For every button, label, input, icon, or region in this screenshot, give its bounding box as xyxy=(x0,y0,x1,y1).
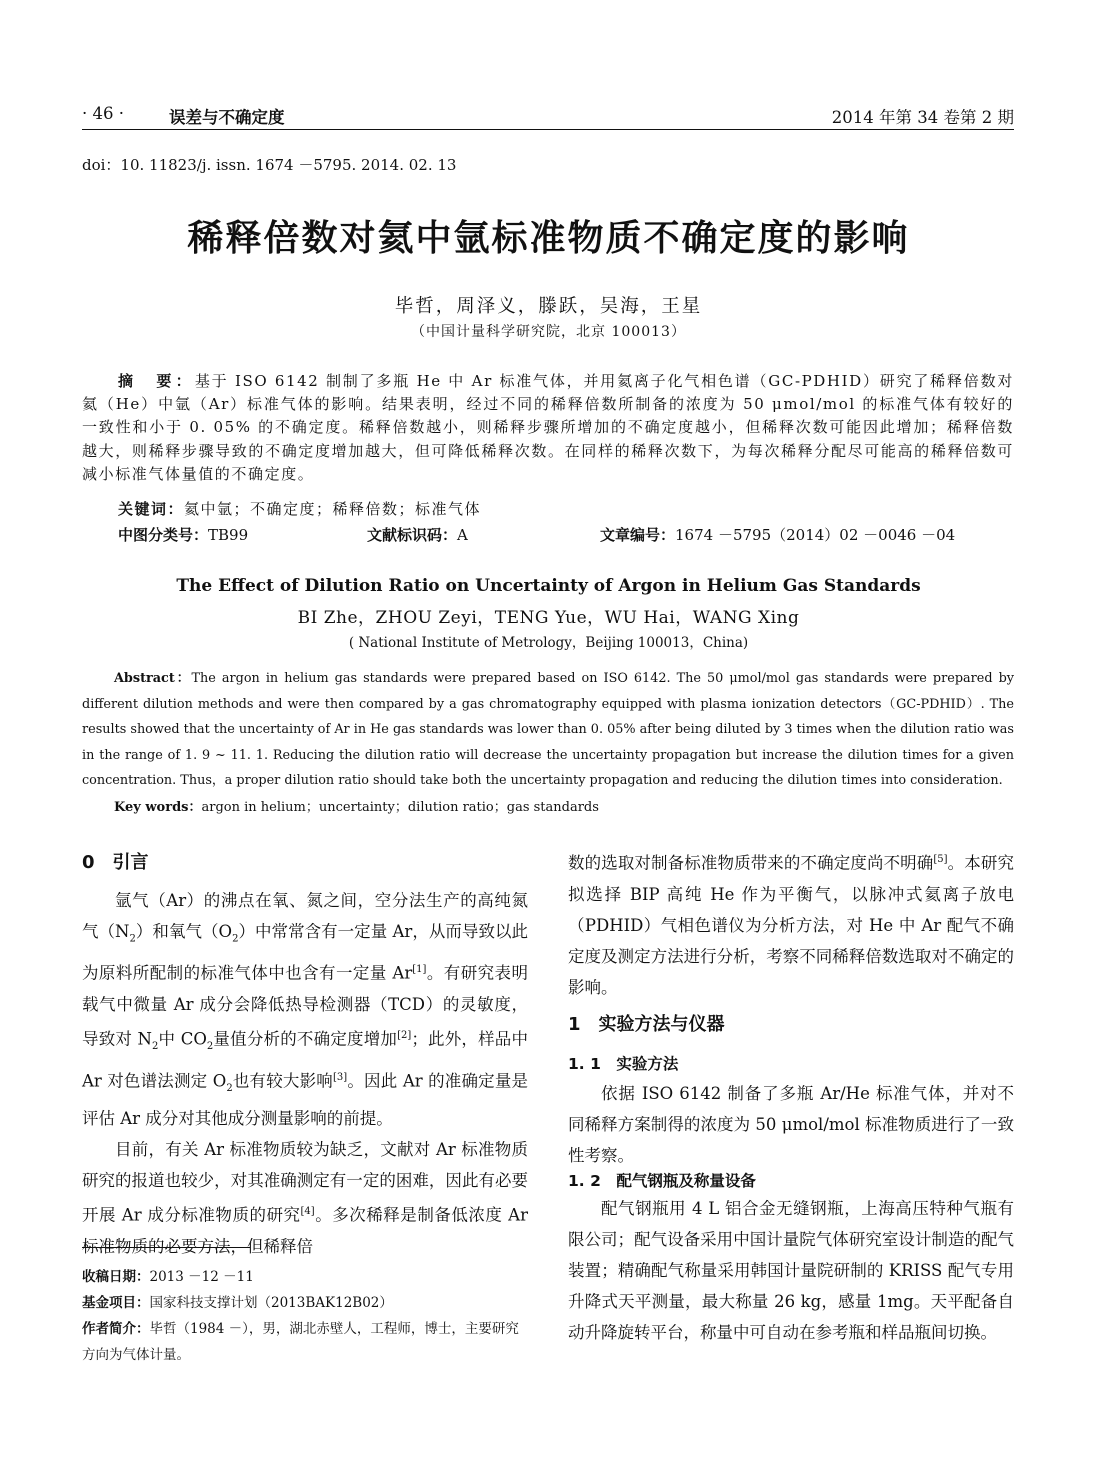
abstract-text: 基于 ISO 6142 制制了多瓶 He 中 Ar 标准气体，并用氦离子化气相色谱（GC-PDHID）研究了稀释倍数对氦（He）中氩（Ar）标准气体的影响。结果表明，经过不同的稀释倍数所制备的浓度为 50 μmol/mol 的标准气体有较好的一致性和小于 0. 05% 的不确定度。稀释倍数越小，则稀释步骤所增加的不确定度越小，但稀释次数可能因此增加；稀释倍数越大，则稀释步骤导致的不确定度增加越大，但可降低稀释次数。在同样的稀释次数下，为每次稀释分配尽可能高的稀释倍数可减小标准气体量值的不确定度。 xyxy=(82,372,1014,483)
section-1-heading: 1 实验方法与仪器 xyxy=(568,1014,725,1035)
issue-info: 2014 年第 34 卷第 2 期 xyxy=(831,108,1014,127)
abstract-en-label: Abstract： xyxy=(114,671,192,686)
authors: 毕哲，周泽义，滕跃，吴海，王星 xyxy=(394,296,703,317)
fund-project: 基金项目：国家科技支撑计划（2013BAK12B02） xyxy=(82,1295,393,1311)
intro-paragraph-2: 目前，有关 Ar 标准物质较为缺乏，文献对 Ar 标准物质研究的报道也较少，对其准确测定有一定的困难，因此有必要开展 Ar 成分标准物质的研究[4]。多次稀释是制备低浓度 Ar 标准物质的必要方法，但稀释倍 xyxy=(82,1140,528,1256)
paper-title: 稀释倍数对氦中氩标准物质不确定度的影响 xyxy=(187,218,910,259)
received-date: 收稿日期：2013 －12 －11 xyxy=(82,1269,254,1285)
affiliation: （中国计量科学研究院，北京 100013） xyxy=(411,324,686,340)
keywords-text: 氦中氩；不确定度；稀释倍数；标准气体 xyxy=(184,500,482,518)
english-title: The Effect of Dilution Ratio on Uncertainty of Argon in Helium Gas Standards xyxy=(176,576,921,596)
english-abstract xyxy=(82,666,1014,794)
english-authors: BI Zhe，ZHOU Zeyi，TENG Yue，WU Hai，WANG Xing xyxy=(297,608,800,628)
intro-paragraph-1: 氩气（Ar）的沸点在氧、氮之间，空分法生产的高纯氮气$(N_2)$和氧气$(O_2)$中常常含有一定量 Ar，从而导致以此为原料所配制的标准气体中也含有一定量 Ar[1]。有研究表明载气中微量 Ar 成分会降低热导检测器（TCD）的灵敏度，导致对 $N_2$中 $CO_2$量值分析的不确定度增加[2]；此外，样品中 Ar 对色谱法测定 $O_2$也有较大影响[3]。因此 Ar 的准确定量是评估 Ar 成分对其他成分测量影响的前提。 xyxy=(82,891,529,1129)
doi: doi：10. 11823/j. issn. 1674 －5795. 2014. 02. 13 xyxy=(82,156,457,174)
citation: [1] xyxy=(412,964,427,976)
keywords-label: 关键词： xyxy=(118,500,185,518)
abstract-label: 摘 要： xyxy=(118,372,195,390)
subsection-1-2-body: 配气钢瓶用 4 L 铝合金无缝钢瓶，上海高压特种气瓶有限公司；配气设备采用中国计量院气体研究室设计制造的配气装置；精确配气称量采用韩国计量院研制的 KRISS 配气专用升降式天平测量，最大称量 26 kg，感量 1mg。天平配备自动升降旋转平台，称量中可自动在参考瓶和样品瓶间切换。 xyxy=(568,1199,1014,1342)
footnote-rule xyxy=(82,1247,250,1248)
right-column-continuation: 数的选取对制备标准物质带来的不确定度尚不明确[5]。本研究拟选择 BIP 高纯 He 作为平衡气，以脉冲式氦离子放电（PDHID）气相色谱仪为分析方法，对 He 中 Ar 配气不确定度及测定方法进行分析，考察不同稀释倍数选取对不确定的影响。 xyxy=(568,853,1015,997)
keywords xyxy=(118,498,481,519)
subsection-1-1-body: 依据 ISO 6142 制备了多瓶 Ar/He 标准气体，并对不同稀释方案制得的浓度为 50 μmol/mol 标准物质进行了一致性考察。 xyxy=(568,1084,1014,1165)
author-bio: 作者简介：毕哲（1984 －），男，湖北赤壁人，工程师，博士，主要研究方向为气体计量。 xyxy=(82,1321,519,1363)
running-header xyxy=(82,104,1014,130)
english-keywords: Key words：argon in helium；uncertainty；dilution ratio；gas standards xyxy=(114,800,599,815)
journal-section: 误差与不确定度 xyxy=(169,108,285,127)
citation: [4] xyxy=(300,1206,315,1218)
clc-number: 中图分类号：TB99 xyxy=(118,526,249,544)
subsection-1-1-heading: 1. 1 实验方法 xyxy=(568,1055,679,1073)
subsection-1-2-heading: 1. 2 配气钢瓶及称量设备 xyxy=(568,1172,756,1190)
chinese-abstract xyxy=(82,370,1014,486)
section-0-heading: 0 引言 xyxy=(82,852,149,873)
english-affiliation: ( National Institute of Metrology，Beijing 100013，China) xyxy=(348,635,749,651)
document-code: 文献标识码：A xyxy=(367,526,468,544)
page-number: · 46 · xyxy=(82,104,124,123)
left-column-body xyxy=(82,885,528,1262)
article-number: 文章编号：1674 －5795（2014）02 －0046 －04 xyxy=(600,526,956,544)
citation: [2] xyxy=(397,1029,412,1041)
abstract-en-text: The argon in helium gas standards were prepared based on ISO 6142. The 50 μmol/mol gas standards were prepared by different dilution methods and were then compared by a gas chromatography equipped with plasma ionization detectors（GC-PDHID）. The results showed that the uncertainty of Ar in He gas standards was lower than 0. 05% after being diluted by 3 times when the dilution ratio was in the range of 1. 9 ~ 11. 1. Reducing the dilution ratio will decrease the uncertainty propagation but increase the dilution times for a given concentration. Thus，a proper dilution ratio should take both the uncertainty propagation and reducing the dilution times into consideration. xyxy=(82,671,1014,789)
citation: [3] xyxy=(333,1071,348,1083)
footnotes xyxy=(82,1264,528,1368)
citation: [5] xyxy=(933,854,948,865)
header-rule xyxy=(82,129,1014,130)
